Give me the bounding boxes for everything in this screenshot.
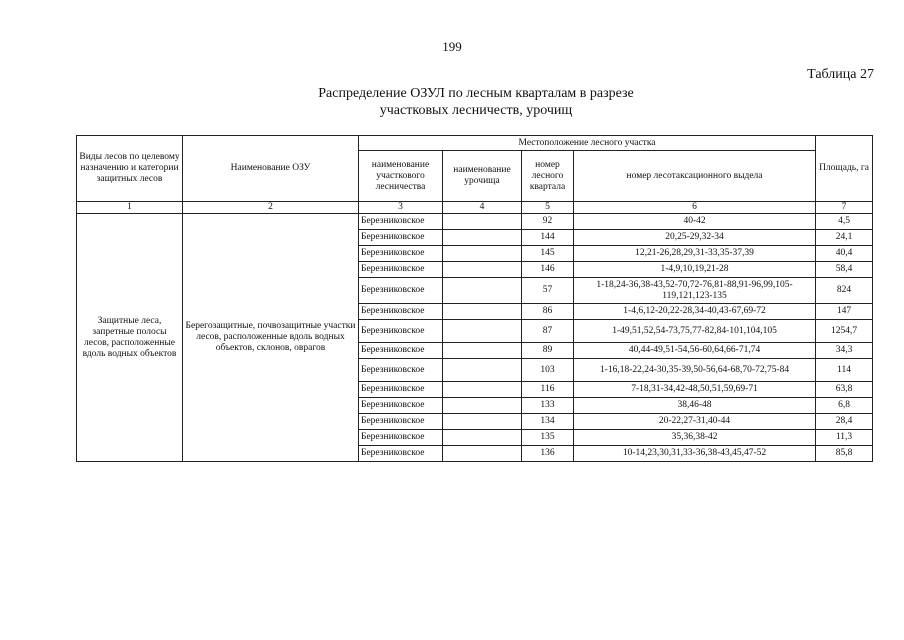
area-cell: 24,1 [816,230,873,246]
table-row [77,214,873,230]
district-cell: Березниковское [359,230,443,246]
area-cell: 824 [816,278,873,304]
area-cell: 114 [816,359,873,382]
area-cell: 85,8 [816,446,873,462]
plots-cell: 40,44-49,51-54,56-60,64,66-71,74 [574,343,816,359]
plots-cell: 38,46-48 [574,398,816,414]
district-cell: Березниковское [359,320,443,343]
area-cell: 28,4 [816,414,873,430]
district-cell: Березниковское [359,246,443,262]
quarter-cell: 86 [522,304,574,320]
title-line-2: участковых лесничеств, урочищ [379,103,573,118]
plots-cell: 20,25-29,32-34 [574,230,816,246]
document-title [0,85,904,119]
ozu-name-cell: Берегозащитные, почвозащитные участки лесов, расположенные вдоль водных объектов, склонов, оврагов [183,214,359,462]
district-cell: Березниковское [359,414,443,430]
quarter-cell: 103 [522,359,574,382]
plots-cell: 10-14,23,30,31,33-36,38-43,45,47-52 [574,446,816,462]
area-cell: 11,3 [816,430,873,446]
area-cell: 63,8 [816,382,873,398]
tract-cell [443,278,522,304]
area-cell: 40,4 [816,246,873,262]
tract-cell [443,382,522,398]
district-cell: Березниковское [359,214,443,230]
quarter-cell: 135 [522,430,574,446]
title-line-1: Распределение ОЗУЛ по лесным кварталам в разрезе [318,86,634,101]
plots-cell: 35,36,38-42 [574,430,816,446]
plots-cell: 20-22,27-31,40-44 [574,414,816,430]
tract-cell [443,343,522,359]
tract-cell [443,430,522,446]
quarter-cell: 136 [522,446,574,462]
tract-cell [443,304,522,320]
quarter-cell: 133 [522,398,574,414]
quarter-cell: 145 [522,246,574,262]
tract-cell [443,398,522,414]
header-tract: наименование урочища [443,151,522,202]
header-district: наименование участкового лесничества [359,151,443,202]
header-area: Площадь, га [816,136,873,202]
tract-cell [443,230,522,246]
plots-cell: 1-18,24-36,38-43,52-70,72-76,81-88,91-96,99,105-119,121,123-135 [574,278,816,304]
area-cell: 34,3 [816,343,873,359]
district-cell: Березниковское [359,359,443,382]
distribution-table [76,135,873,462]
tract-cell [443,446,522,462]
plots-cell: 1-4,9,10,19,21-28 [574,262,816,278]
plots-cell: 12,21-26,28,29,31-33,35-37,39 [574,246,816,262]
area-cell: 1254,7 [816,320,873,343]
column-number: 7 [816,202,873,214]
district-cell: Березниковское [359,382,443,398]
plots-cell: 40-42 [574,214,816,230]
tract-cell [443,214,522,230]
header-ozu-name: Наименование ОЗУ [183,136,359,202]
tract-cell [443,262,522,278]
district-cell: Березниковское [359,278,443,304]
column-number: 1 [77,202,183,214]
column-number: 6 [574,202,816,214]
column-number: 3 [359,202,443,214]
header-location: Местоположение лесного участка [359,136,816,151]
area-cell: 4,5 [816,214,873,230]
district-cell: Березниковское [359,304,443,320]
quarter-cell: 116 [522,382,574,398]
tract-cell [443,359,522,382]
plots-cell: 1-16,18-22,24-30,35-39,50-56,64-68,70-72,75-84 [574,359,816,382]
quarter-cell: 87 [522,320,574,343]
district-cell: Березниковское [359,343,443,359]
page-number: 199 [442,39,462,54]
quarter-cell: 146 [522,262,574,278]
column-number: 5 [522,202,574,214]
tract-cell [443,320,522,343]
quarter-cell: 134 [522,414,574,430]
plots-cell: 1-4,6,12-20,22-28,34-40,43-67,69-72 [574,304,816,320]
district-cell: Березниковское [359,430,443,446]
area-cell: 58,4 [816,262,873,278]
forest-type-cell: Защитные леса, запретные полосы лесов, расположенные вдоль водных объектов [77,214,183,462]
area-cell: 6,8 [816,398,873,414]
area-cell: 147 [816,304,873,320]
quarter-cell: 57 [522,278,574,304]
plots-cell: 1-49,51,52,54-73,75,77-82,84-101,104,105 [574,320,816,343]
table-label: Таблица 27 [807,67,874,82]
column-number: 4 [443,202,522,214]
district-cell: Березниковское [359,398,443,414]
district-cell: Березниковское [359,446,443,462]
tract-cell [443,246,522,262]
district-cell: Березниковское [359,262,443,278]
quarter-cell: 92 [522,214,574,230]
header-forest-type: Виды лесов по целевому назначению и категории защитных лесов [77,136,183,202]
header-quarter: номер лесного квартала [522,151,574,202]
column-number: 2 [183,202,359,214]
plots-cell: 7-18,31-34,42-48,50,51,59,69-71 [574,382,816,398]
header-plots: номер лесотаксационного выдела [574,151,816,202]
quarter-cell: 89 [522,343,574,359]
quarter-cell: 144 [522,230,574,246]
tract-cell [443,414,522,430]
